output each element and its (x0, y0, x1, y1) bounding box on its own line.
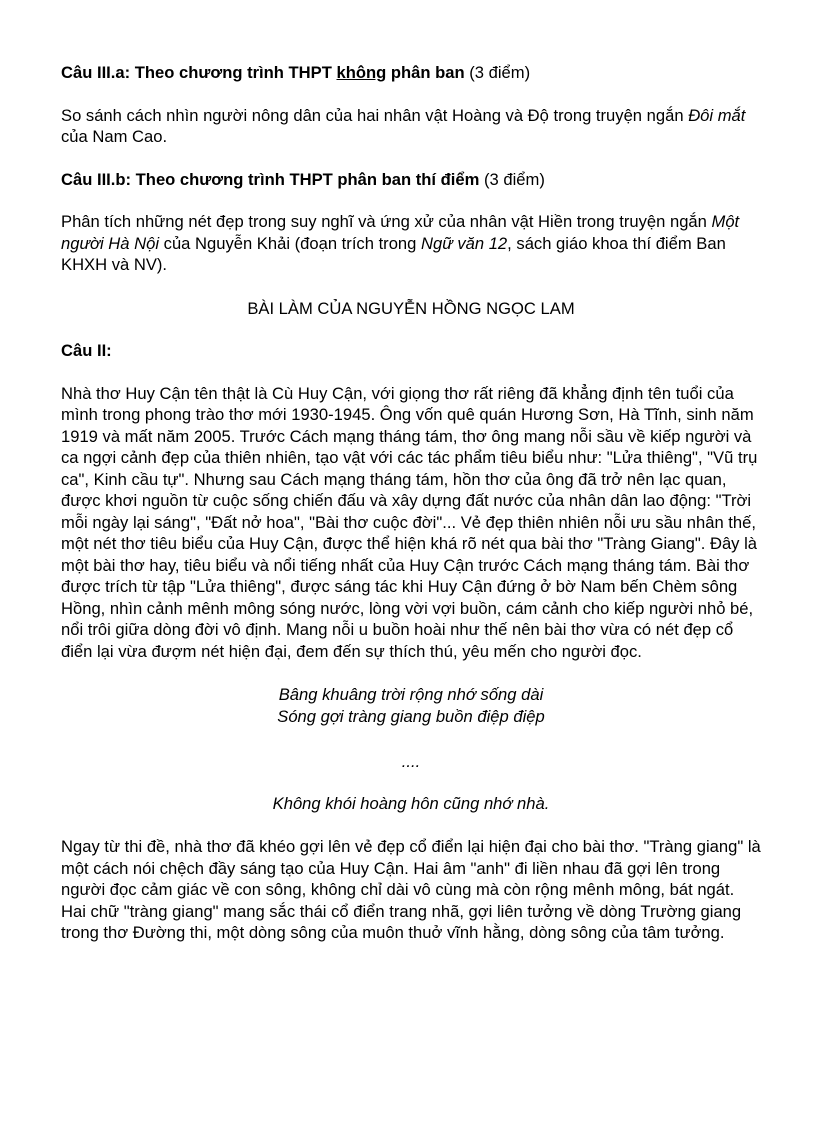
question-3b-heading-text: Câu III.b: Theo chương trình THPT phân ban thí điểm (61, 169, 480, 189)
question-3b-book-title: Ngữ văn 12 (421, 233, 508, 253)
essay-paragraph-1: Nhà thơ Huy Cận tên thật là Cù Huy Cận, với giọng thơ rất riêng đã khẳng định tên tuổi của mình trong phong trào thơ mới 1930-1945. Ông vốn quê quán Hương Sơn, Hà Tĩnh, sinh năm 1919 và mất năm 2005. Trước Cách mạng tháng tám, thơ ông mang nỗi sầu về kiếp người và ca ngợi cảnh đẹp của thiên nhiên, tạo vật với các tác phẩm tiêu biểu như: "Lửa thiêng", "Vũ trụ ca", Kinh cầu tự". Nhưng sau Cách mạng tháng tám, hồn thơ của ông đã trở nên lạc quan, được khơi nguồn từ cuộc sống chiến đấu và xây dựng đất nước của nhân dân lao động: "Trời mỗi ngày lại sáng", "Đất nở hoa", "Bài thơ cuộc đời"... Vẻ đẹp thiên nhiên nỗi ưu sầu nhân thế, một nét thơ tiêu biểu của Huy Cận, được thể hiện khá rõ nét qua bài thơ "Tràng Giang". Đây là một bài thơ hay, tiêu biểu và nổi tiếng nhất của Huy Cận trước Cách mạng tháng tám. Bài thơ được trích từ tập "Lửa thiêng", được sáng tác khi Huy Cận đứng ở bờ Nam bến Chèm sông Hồng, nhìn cảnh mênh mông sóng nước, lòng vời vợi buồn, cám cảnh cho kiếp người nhỏ bé, nổi trôi giữa dòng đời vô định. Mang nỗi u buồn hoài như thế nên bài thơ vừa có nét đẹp cổ điển lại vừa đượm nét hiện đại, đem đến sự thích thú, yêu mến cho người đọc. (61, 383, 758, 661)
question-3b-prompt-part2: của Nguyễn Khải (đoạn trích trong (159, 233, 421, 253)
poem-line-3: Không khói hoàng hôn cũng nhớ nhà. (272, 793, 550, 813)
question-3a-heading-suffix: phân ban (386, 63, 465, 82)
poem-line-2: Sóng gợi tràng giang buồn điệp điệp (277, 706, 545, 726)
poem-ellipsis: .... (401, 752, 421, 771)
question-3b-prompt-part3: , sách giáo khoa thí điểm Ban KHXH và NV). (61, 233, 726, 274)
question-3a-work-title: Đôi mắt (688, 105, 746, 125)
question-3a-prompt-part2: của Nam Cao. (61, 127, 168, 146)
question-3a-heading (61, 62, 761, 84)
question-3a-points: (3 điểm) (464, 63, 531, 82)
document-page (61, 62, 761, 944)
question-3b-heading (61, 169, 761, 191)
question-3a-prompt-part1: So sánh cách nhìn người nông dân của hai nhân vật Hoàng và Độ trong truyện ngắn (61, 105, 689, 125)
question-2-label-text: Câu II: (61, 341, 112, 360)
essay-title: BÀI LÀM CỦA NGUYỄN HỒNG NGỌC LAM (247, 298, 575, 318)
poem-quote (61, 684, 761, 814)
question-3b-work-title: Một người Hà Nội (61, 212, 740, 253)
question-3a-heading-underlined: không (336, 63, 387, 82)
question-3a-heading-prefix: Câu III.a: Theo chương trình THPT (61, 63, 337, 82)
question-3b-prompt-part1: Phân tích những nét đẹp trong suy nghĩ và ứng xử của nhân vật Hiền trong truyện ngắn (61, 212, 712, 231)
poem-line-1: Bâng khuâng trời rộng nhớ sống dài (278, 685, 544, 704)
question-2-label (61, 340, 761, 362)
question-3b-prompt (61, 211, 761, 276)
question-3a-prompt (61, 105, 761, 148)
essay-paragraph-2: Ngay từ thi đề, nhà thơ đã khéo gợi lên vẻ đẹp cổ điển lại hiện đại cho bài thơ. "Tràng giang" là một cách nói chệch đầy sáng tạo của Huy Cận. Hai âm "anh" đi liền nhau đã gợi lên trong người đọc cảm giác về con sông, không chỉ dài vô cùng mà còn rộng mênh mông, bát ngát. Hai chữ "tràng giang" mang sắc thái cổ điển trang nhã, gợi liên tưởng về dòng Trường giang trong thơ Đường thi, một dòng sông của muôn thuở vĩnh hằng, dòng sông của tâm tưởng. (61, 837, 761, 942)
question-3b-points: (3 điểm) (479, 169, 545, 189)
